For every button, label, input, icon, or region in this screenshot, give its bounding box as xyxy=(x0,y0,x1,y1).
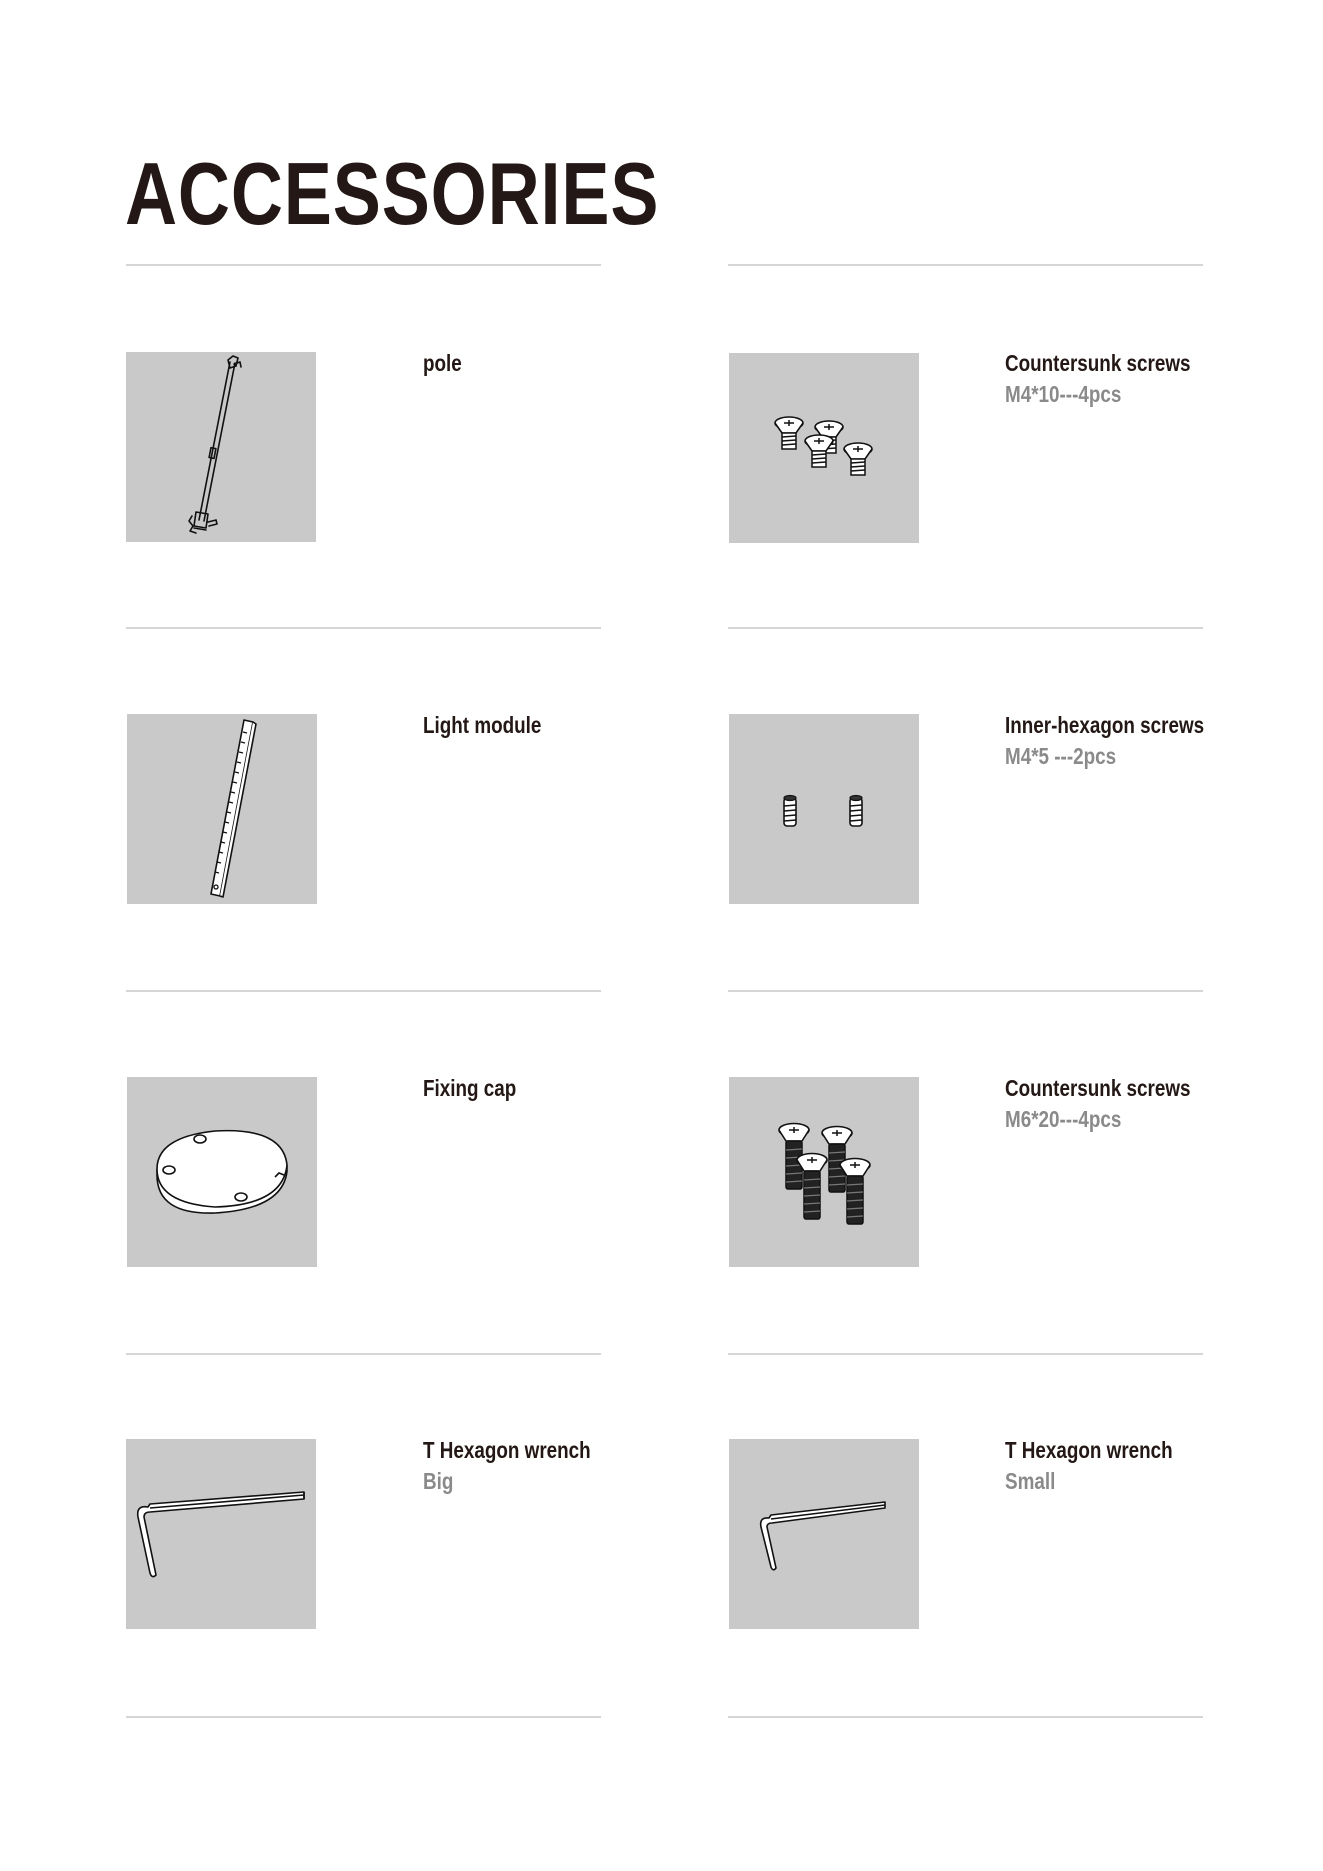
item-name: pole xyxy=(423,350,462,376)
countersunk-screws-thumbnail xyxy=(729,353,919,543)
item-spec: Small xyxy=(1005,1468,1056,1494)
divider xyxy=(126,264,601,266)
fixing-cap-icon xyxy=(127,1077,317,1267)
divider xyxy=(728,1716,1203,1718)
divider xyxy=(728,1353,1203,1355)
hexagon-wrench-small-icon xyxy=(729,1439,919,1629)
item-name: T Hexagon wrench xyxy=(1005,1437,1173,1463)
divider xyxy=(126,1716,601,1718)
divider xyxy=(126,990,601,992)
item-spec: M4*10---4pcs xyxy=(1005,381,1122,407)
item-name: T Hexagon wrench xyxy=(423,1437,591,1463)
hexagon-wrench-big-thumbnail xyxy=(126,1439,316,1629)
item-spec: M6*20---4pcs xyxy=(1005,1106,1122,1132)
page-title: ACCESSORIES xyxy=(125,144,660,243)
divider xyxy=(728,627,1203,629)
pole-icon xyxy=(126,352,316,542)
divider xyxy=(728,990,1203,992)
inner-hexagon-screws-icon xyxy=(729,714,919,904)
countersunk-screws-small-icon xyxy=(729,353,919,543)
divider xyxy=(728,264,1203,266)
light-module-thumbnail xyxy=(127,714,317,904)
fixing-cap-thumbnail xyxy=(127,1077,317,1267)
item-name: Countersunk screws xyxy=(1005,1075,1191,1101)
hexagon-wrench-small-thumbnail xyxy=(729,1439,919,1629)
item-name: Light module xyxy=(423,712,542,738)
divider xyxy=(126,627,601,629)
item-name: Inner-hexagon screws xyxy=(1005,712,1205,738)
divider xyxy=(126,1353,601,1355)
item-spec: Big xyxy=(423,1468,454,1494)
pole-thumbnail xyxy=(126,352,316,542)
hexagon-wrench-big-icon xyxy=(126,1439,316,1629)
light-module-icon xyxy=(127,714,317,904)
item-spec: M4*5 ---2pcs xyxy=(1005,743,1117,769)
item-name: Fixing cap xyxy=(423,1075,517,1101)
inner-hexagon-screws-thumbnail xyxy=(729,714,919,904)
item-name: Countersunk screws xyxy=(1005,350,1191,376)
countersunk-screws-thumbnail xyxy=(729,1077,919,1267)
countersunk-screws-large-icon xyxy=(729,1077,919,1267)
